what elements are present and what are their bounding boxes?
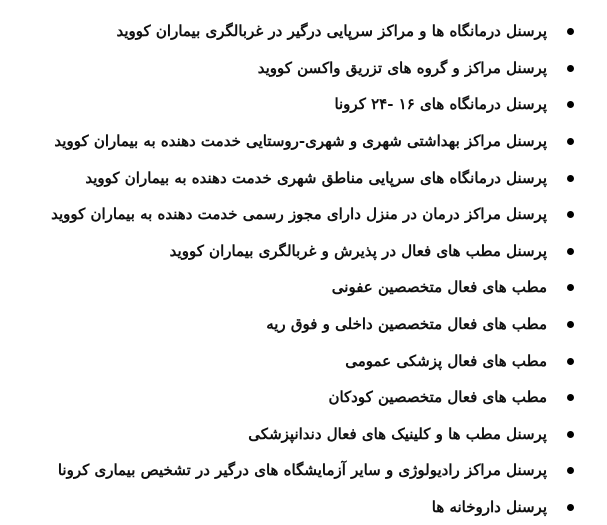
bullet-icon <box>567 358 574 365</box>
bullet-icon <box>567 284 574 291</box>
bullet-icon <box>567 248 574 255</box>
list-item-text: پرسنل درمانگاه ها و مراکز سرپایی درگیر در غربالگری بیماران کووید <box>116 22 547 41</box>
list-item-text: پرسنل مطب های فعال در پذیرش و غربالگری بیماران کووید <box>169 241 547 260</box>
list-item <box>0 50 607 87</box>
list-item-text: پرسنل داروخانه ها <box>431 498 547 517</box>
bullet-icon <box>567 175 574 182</box>
bullet-icon <box>567 431 574 438</box>
bullet-list <box>0 13 607 525</box>
bullet-icon <box>567 138 574 145</box>
bullet-icon <box>567 321 574 328</box>
bullet-icon <box>567 394 574 401</box>
bullet-icon <box>567 211 574 218</box>
list-item <box>0 13 607 50</box>
bullet-icon <box>567 28 574 35</box>
list-item-text: مطب های فعال متخصصین داخلی و فوق ریه <box>266 315 547 334</box>
list-item-text: پرسنل درمانگاه های سرپایی مناطق شهری خدمت دهنده به بیماران کووید <box>85 168 547 187</box>
bullet-icon <box>567 65 574 72</box>
list-item <box>0 342 607 379</box>
list-item-text: پرسنل مراکز و گروه های تزریق واکسن کووید <box>257 58 547 77</box>
list-item <box>0 306 607 343</box>
list-item-text: پرسنل مراکز رادیولوژی و سایر آزمایشگاه های درگیر در تشخیص بیماری کرونا <box>57 461 547 480</box>
list-item <box>0 416 607 453</box>
list-item <box>0 379 607 416</box>
list-item <box>0 86 607 123</box>
list-item <box>0 159 607 196</box>
list-item-text: پرسنل مطب ها و کلینیک های فعال دندانپزشکی <box>248 424 547 443</box>
list-item-text: مطب های فعال پزشکی عمومی <box>345 351 547 370</box>
list-item-text: پرسنل مراکز درمان در منزل دارای مجوز رسمی خدمت دهنده به بیماران کووید <box>51 205 547 224</box>
list-item-text: پرسنل درمانگاه های ۱۶ -۲۴ کرونا <box>334 95 547 114</box>
bullet-icon <box>567 101 574 108</box>
list-item <box>0 123 607 160</box>
list-item <box>0 452 607 489</box>
list-item <box>0 196 607 233</box>
list-item-text: مطب های فعال متخصصین کودکان <box>328 388 547 407</box>
list-item <box>0 489 607 525</box>
list-item <box>0 269 607 306</box>
list-item-text: پرسنل مراکز بهداشتی شهری و شهری-روستایی خدمت دهنده به بیماران کووید <box>54 132 547 151</box>
list-item <box>0 233 607 270</box>
list-item-text: مطب های فعال متخصصین عفونی <box>331 278 547 297</box>
bullet-icon <box>567 467 574 474</box>
